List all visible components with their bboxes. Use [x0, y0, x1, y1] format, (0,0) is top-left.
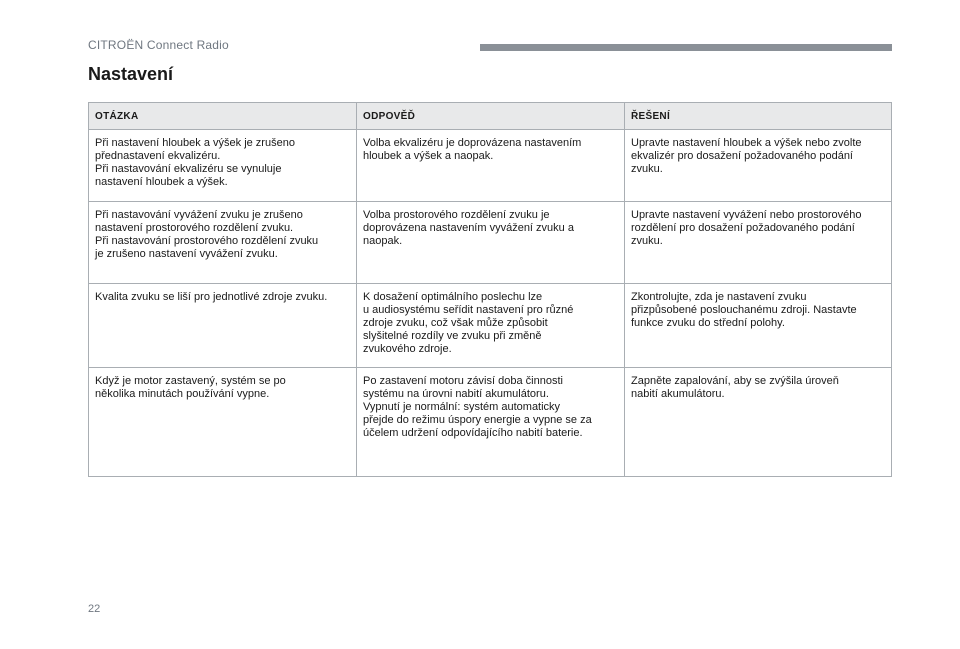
header-bar: [480, 44, 892, 51]
header-title: CITROËN Connect Radio: [88, 38, 229, 52]
column-header-question: OTÁZKA: [89, 103, 357, 130]
table-row: [89, 368, 892, 477]
question-cell: Když je motor zastavený, systém se po několika minutách používání vypne.: [89, 368, 357, 477]
answer-cell: Volba ekvalizéru je doprovázena nastavením hloubek a výšek a naopak.: [357, 130, 625, 202]
table-header-row: [89, 103, 892, 130]
question-cell: Při nastavování vyvážení zvuku je zrušeno nastavení prostorového rozdělení zvuku. Při nastavování prostorového rozdělení zvuku je zrušeno nastavení vyvážení zvuku.: [89, 202, 357, 284]
solution-cell: Upravte nastavení vyvážení nebo prostorového rozdělení pro dosažení požadovaného podání zvuku.: [625, 202, 892, 284]
table-row: [89, 202, 892, 284]
solution-cell: Upravte nastavení hloubek a výšek nebo zvolte ekvalizér pro dosažení požadovaného podání zvuku.: [625, 130, 892, 202]
solution-cell: Zapněte zapalování, aby se zvýšila úroveň nabití akumulátoru.: [625, 368, 892, 477]
solution-cell: Zkontrolujte, zda je nastavení zvuku přizpůsobené poslouchanému zdroji. Nastavte funkce zvuku do střední polohy.: [625, 284, 892, 368]
answer-cell: K dosažení optimálního poslechu lze u audiosystému seřídit nastavení pro různé zdroje zvuku, což však může způsobit slyšitelné rozdíly ve zvuku při změně zvukového zdroje.: [357, 284, 625, 368]
page-heading: Nastavení: [88, 64, 174, 84]
table-row: [89, 284, 892, 368]
question-cell: Při nastavení hloubek a výšek je zrušeno přednastavení ekvalizéru. Při nastavování ekvalizéru se vynuluje nastavení hloubek a výšek.: [89, 130, 357, 202]
table-row: [89, 130, 892, 202]
answer-cell: Po zastavení motoru závisí doba činnosti systému na úrovni nabití akumulátoru. Vypnutí je normální: systém automaticky přejde do režimu úspory energie a vypne se za účelem udržení odpovídajícího nabití baterie.: [357, 368, 625, 477]
question-cell: Kvalita zvuku se liší pro jednotlivé zdroje zvuku.: [89, 284, 357, 368]
page-number: 22: [88, 603, 101, 615]
faq-table: [88, 102, 892, 477]
column-header-solution: ŘEŠENÍ: [625, 103, 892, 130]
answer-cell: Volba prostorového rozdělení zvuku je doprovázena nastavením vyvážení zvuku a naopak.: [357, 202, 625, 284]
column-header-answer: ODPOVĚĎ: [357, 103, 625, 130]
